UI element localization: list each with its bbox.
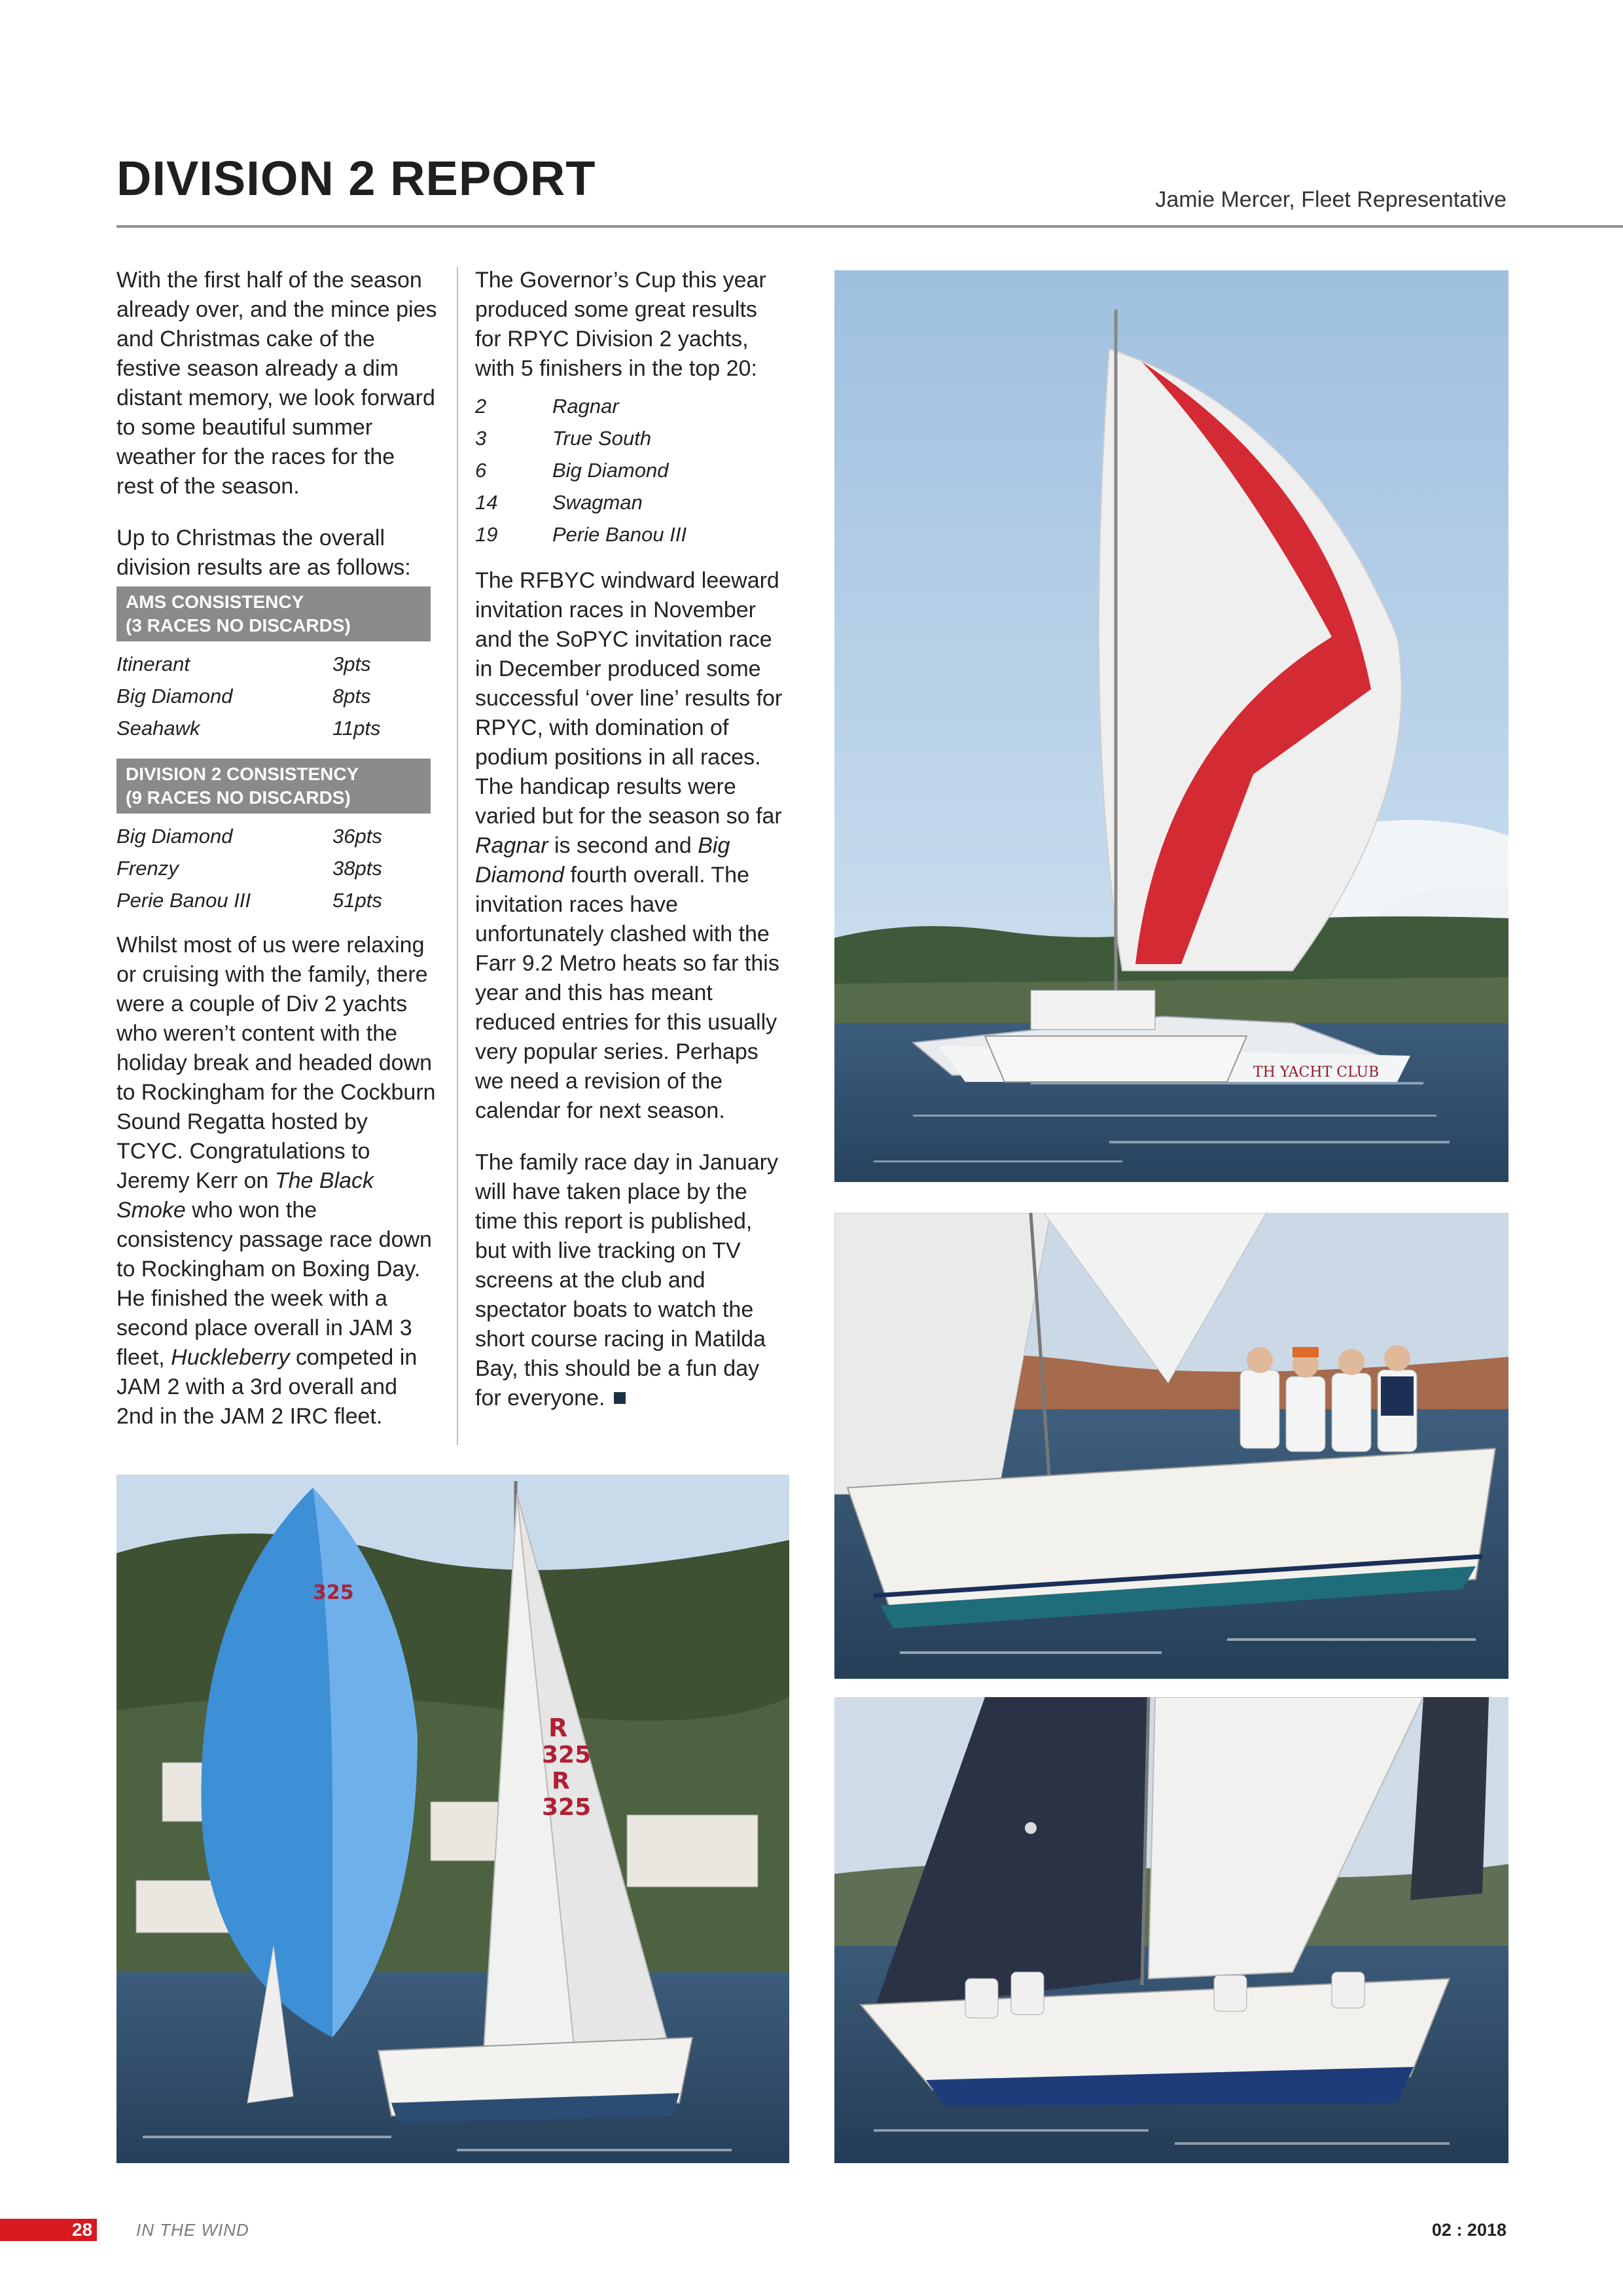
header-rule <box>116 225 1623 228</box>
regatta-paragraph: Whilst most of us were relaxing or cruising with the family, there were a couple of Div 2 yachts who weren’t content with the holiday break and headed down to Rockingham for the Cockburn Sound Regatta hosted by TCYC. Congratulations to Jeremy Kerr on The Black Smoke who won the consistency passage race down to Rockingham on Boxing Day. He finished the week with a second place overall in JAM 3 fleet, Huckleberry competed in JAM 2 with a 3rd overall and 2nd in the JAM 2 IRC fleet. <box>116 933 436 1429</box>
table-row: 6 Big Diamond <box>475 459 669 482</box>
svg-text:R: R <box>552 1768 570 1795</box>
magazine-name: IN THE WIND <box>136 2220 249 2240</box>
photo-blue-spinnaker-yacht <box>116 1475 789 2163</box>
governors-cup-results <box>475 390 687 550</box>
issue-number: 02 : 2018 <box>1431 2220 1507 2240</box>
table-row: Itinerant 3pts <box>116 653 371 675</box>
table-row: Big Diamond 8pts <box>116 685 371 708</box>
division2-consistency-heading: DIVISION 2 CONSISTENCY (9 RACES NO DISCARDS) <box>116 759 431 814</box>
end-of-article-mark <box>614 1392 626 1404</box>
boat-name: Big Diamond <box>475 833 730 888</box>
division2-results-table <box>116 820 437 916</box>
svg-text:TH YACHT CLUB: TH YACHT CLUB <box>1253 1064 1380 1081</box>
boat-name: Huckleberry <box>171 1345 290 1370</box>
photo-red-spinnaker-yacht <box>834 270 1508 1182</box>
svg-text:R: R <box>548 1713 568 1742</box>
author-byline: Jamie Mercer, Fleet Representative <box>1155 187 1507 212</box>
table-row: Big Diamond 36pts <box>116 825 382 848</box>
table-row: Frenzy 38pts <box>116 857 382 880</box>
ams-results-table <box>116 648 437 744</box>
table-row: 3 True South <box>475 427 652 450</box>
photo-dark-headsail-yacht <box>834 1697 1508 2163</box>
svg-text:325: 325 <box>542 1742 592 1768</box>
table-row: 19 Perie Banou III <box>475 523 687 546</box>
page-number: 28 <box>72 2219 93 2240</box>
family-race-paragraph: The family race day in January will have taken place by the time this report is published, but with live tracking on TV screens at the club and spectator boats to watch the short course racing in Matilda Bay, this should be a fun day for everyone. <box>475 1150 778 1410</box>
svg-text:325: 325 <box>542 1794 592 1821</box>
table-row: 2 Ragnar <box>475 395 619 418</box>
governors-cup-paragraph: The Governor’s Cup this year produced some great results for RPYC Division 2 yachts, with 5 finishers in the top 20: <box>475 268 766 381</box>
boat-name: The Black Smoke <box>116 1168 374 1223</box>
boat-name: Ragnar <box>475 833 548 858</box>
table-row: Perie Banou III 51pts <box>116 889 382 912</box>
column-middle <box>475 266 789 1435</box>
table-row: Seahawk 11pts <box>116 717 381 740</box>
table-row: 14 Swagman <box>475 491 643 514</box>
results-intro-paragraph: Up to Christmas the overall division results are as follows: <box>116 526 411 580</box>
page-title: DIVISION 2 REPORT <box>116 151 596 206</box>
svg-text:325: 325 <box>313 1581 354 1604</box>
ams-consistency-heading: AMS CONSISTENCY (3 RACES NO DISCARDS) <box>116 586 431 641</box>
column-separator <box>457 267 458 1445</box>
invitation-races-paragraph: The RFBYC windward leeward invitation races in November and the SoPYC invitation race in December produced some successful ‘over line’ results for RPYC, with domination of podium positions in all races. The handicap results were varied but for the season so far Ragnar is second and Big Diamond fourth overall. The invitation races have unfortunately clashed with the Farr 9.2 Metro heats so far this year and this has meant reduced entries for this usually very popular series. Perhaps we need a revision of the calendar for next season. <box>475 568 783 1123</box>
photo-crew-on-rail <box>834 1213 1508 1679</box>
intro-paragraph: With the first half of the season already over, and the mince pies and Christmas cake of the festive season already a dim distant memory, we look forward to some beautiful summer weather for the races for the rest of the season. <box>116 268 437 499</box>
column-left <box>116 266 437 1454</box>
